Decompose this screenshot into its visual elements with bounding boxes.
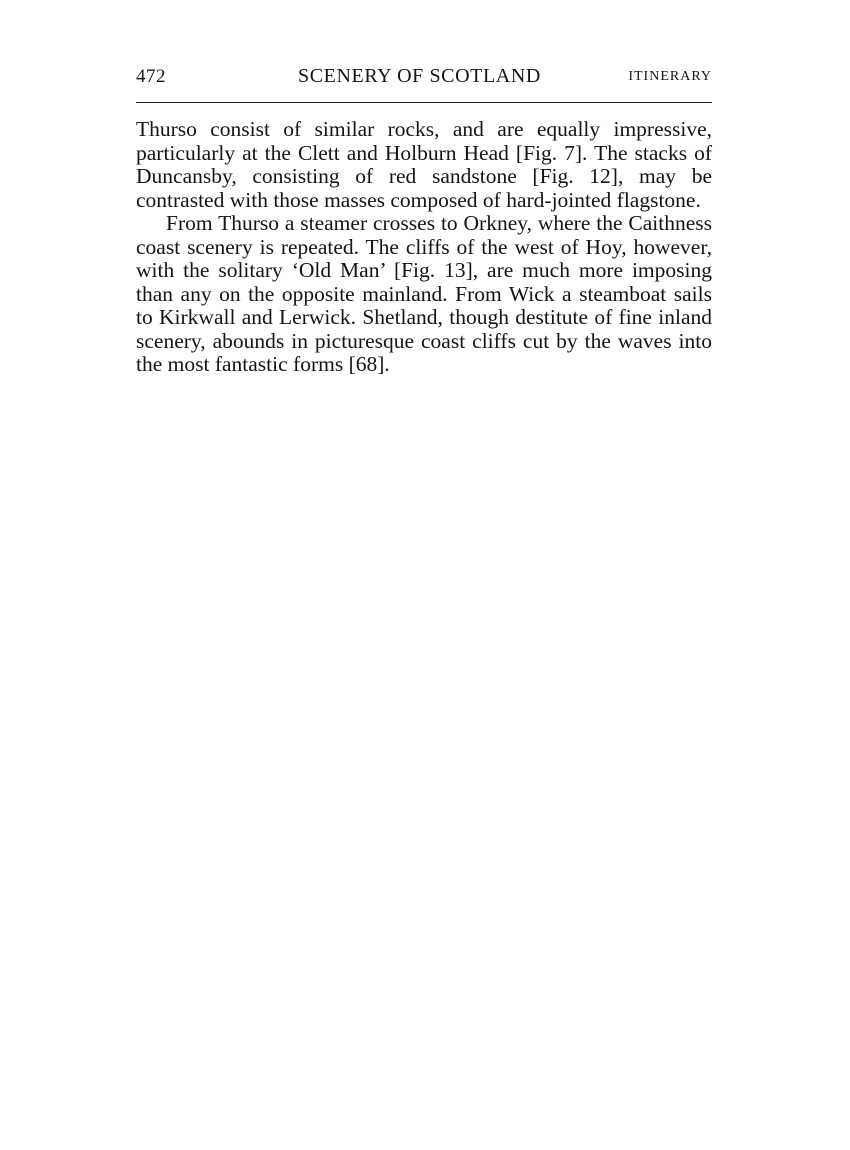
section-title: ITINERARY	[628, 69, 712, 84]
header-rule	[136, 102, 712, 103]
book-title: SCENERY OF SCOTLAND	[298, 65, 541, 87]
paragraph-2: From Thurso a steamer crosses to Orkney, where the Caithness coast scenery is repeated. The cliffs of the west of Hoy, however, with the solitary ‘Old Man’ [Fig. 13], are much more imposing than any on the opposite mainland. From Wick a steamboat sails to Kirkwall and Lerwick. Shetland, though destitute of fine inland scenery, abounds in picturesque coast cliffs cut by the waves into the most fantastic forms [68].	[136, 211, 712, 376]
page-number: 472	[136, 66, 166, 87]
paragraph-1: Thurso consist of similar rocks, and are equally impressive, particularly at the Clett and Holburn Head [Fig. 7]. The stacks of Duncansby, consisting of red sandstone [Fig. 12], may be contrasted with those masses composed of hard-jointed flagstone.	[136, 117, 712, 212]
body-text	[136, 118, 712, 377]
running-head	[136, 66, 712, 94]
